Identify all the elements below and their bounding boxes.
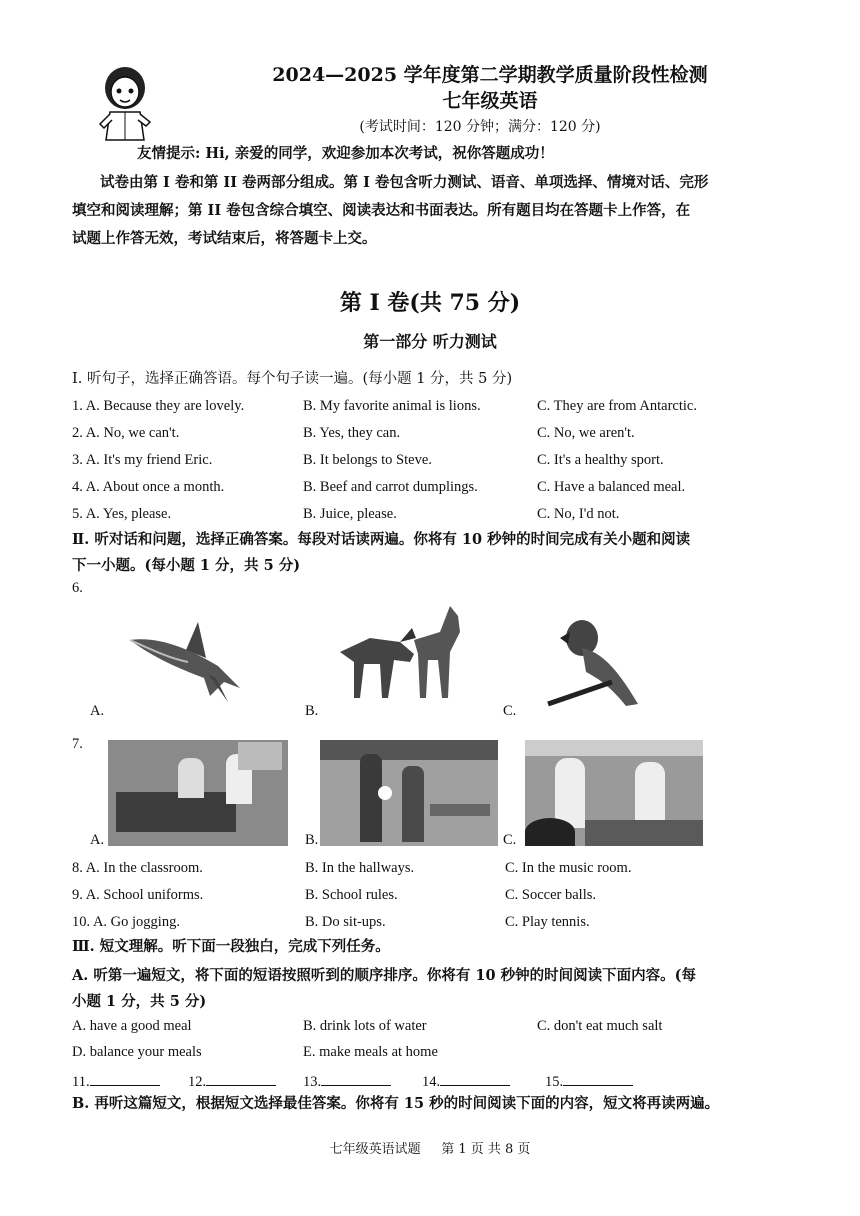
q3-option-c: C. It's a healthy sport. (537, 452, 664, 468)
intro-line-2: 填空和阅读理解；第 II 卷包含综合填空、阅读表达和书面表达。所有题目均在答题卡上作答，在 (72, 202, 691, 219)
q6-label-c: C. (503, 703, 517, 719)
exam-meta: (考试时间：120 分钟；满分：120 分) (359, 119, 601, 135)
q3-option-b: B. It belongs to Steve. (303, 452, 432, 468)
volume-heading: 第 I 卷(共 75 分) (339, 290, 521, 316)
q2-option-c: C. No, we aren't. (537, 425, 635, 441)
q8-option-c: C. In the music room. (505, 860, 632, 876)
q1-option-b: B. My favorite animal is lions. (303, 398, 481, 414)
q8-option-a: 8. A. In the classroom. (72, 860, 203, 876)
q1-option-a: 1. A. Because they are lovely. (72, 398, 245, 414)
friendly-tip: 友情提示: Hi, 亲爱的同学，欢迎参加本次考试，祝你答题成功！ (137, 145, 554, 162)
q3-option-a: 3. A. It's my friend Eric. (72, 452, 213, 468)
intro-line-1: 试卷由第 I 卷和第 II 卷两部分组成。第 I 卷包含听力测试、语音、单项选择、情境对话、完形 (100, 174, 709, 191)
wolves-picture (330, 602, 470, 702)
phrase-e: E. make meals at home (303, 1044, 438, 1060)
answer-blank-15[interactable]: 15. (545, 1071, 633, 1091)
classroom-picture (108, 740, 288, 846)
q9-option-a: 9. A. School uniforms. (72, 887, 204, 903)
q7-label-a: A. (90, 832, 105, 848)
phrase-b: B. drink lots of water (303, 1018, 427, 1034)
q9-option-b: B. School rules. (305, 887, 398, 903)
exam-title: 2024—2025 学年度第二学期教学质量阶段性检测 (272, 64, 708, 86)
q10-option-b: B. Do sit-ups. (305, 914, 386, 930)
soccer-picture (320, 740, 498, 846)
q10-option-a: 10. A. Go jogging. (72, 914, 180, 930)
parrot-picture (542, 608, 654, 712)
section-1-heading: Ⅰ. 听句子，选择正确答语。每个句子读一遍。(每小题 1 分，共 5 分) (72, 371, 513, 387)
phrase-a: A. have a good meal (72, 1018, 192, 1034)
q4-option-a: 4. A. About once a month. (72, 479, 225, 495)
page-footer: 七年级英语试题 第 1 页 共 8 页 (329, 1142, 531, 1157)
answer-blank-11[interactable]: 11. (72, 1071, 160, 1091)
q2-option-b: B. Yes, they can. (303, 425, 401, 441)
intro-line-3: 试题上作答无效，考试结束后，将答题卡上交。 (72, 230, 377, 247)
answer-blank-12[interactable]: 12. (188, 1071, 276, 1091)
shark-picture (128, 618, 254, 704)
part-heading: 第一部分 听力测试 (363, 332, 497, 351)
q6-label-a: A. (90, 703, 105, 719)
q6-number: 6. (72, 580, 83, 596)
section-2-heading-1: Ⅱ. 听对话和问题，选择正确答案。每段对话读两遍。你将有 10 秒钟的时间完成有关小题和阅读 (72, 531, 691, 548)
q5-option-c: C. No, I'd not. (537, 506, 620, 522)
answer-blank-13[interactable]: 13. (303, 1071, 391, 1091)
phrase-d: D. balance your meals (72, 1044, 202, 1060)
section-3-a-line-2: 小题 1 分，共 5 分) (72, 993, 207, 1010)
q10-option-c: C. Play tennis. (505, 914, 590, 930)
q9-option-c: C. Soccer balls. (505, 887, 597, 903)
q1-option-c: C. They are from Antarctic. (537, 398, 697, 414)
answer-blank-14[interactable]: 14. (422, 1071, 510, 1091)
section-3-heading: Ⅲ. 短文理解。听下面一段独白，完成下列任务。 (72, 938, 390, 955)
q8-option-b: B. In the hallways. (305, 860, 415, 876)
section-3-b-line: B. 再听这篇短文，根据短文选择最佳答案。你将有 15 秒的时间阅读下面的内容，短文将再读两遍。 (72, 1095, 720, 1112)
q7-label-b: B. (305, 832, 319, 848)
q4-option-c: C. Have a balanced meal. (537, 479, 686, 495)
section-3-a-line-1: A. 听第一遍短文，将下面的短语按照听到的顺序排序。你将有 10 秒钟的时间阅读下面内容。(每 (72, 967, 696, 984)
q2-option-a: 2. A. No, we can't. (72, 425, 180, 441)
section-2-heading-2: 下一小题。(每小题 1 分，共 5 分) (72, 557, 301, 574)
phrase-c: C. don't eat much salt (537, 1018, 663, 1034)
exam-subject: 七年级英语 (442, 90, 538, 112)
q5-option-a: 5. A. Yes, please. (72, 506, 172, 522)
q6-label-b: B. (305, 703, 319, 719)
music-room-picture (525, 740, 703, 846)
q7-number: 7. (72, 736, 83, 752)
q4-option-b: B. Beef and carrot dumplings. (303, 479, 478, 495)
q5-option-b: B. Juice, please. (303, 506, 397, 522)
q7-label-c: C. (503, 832, 517, 848)
